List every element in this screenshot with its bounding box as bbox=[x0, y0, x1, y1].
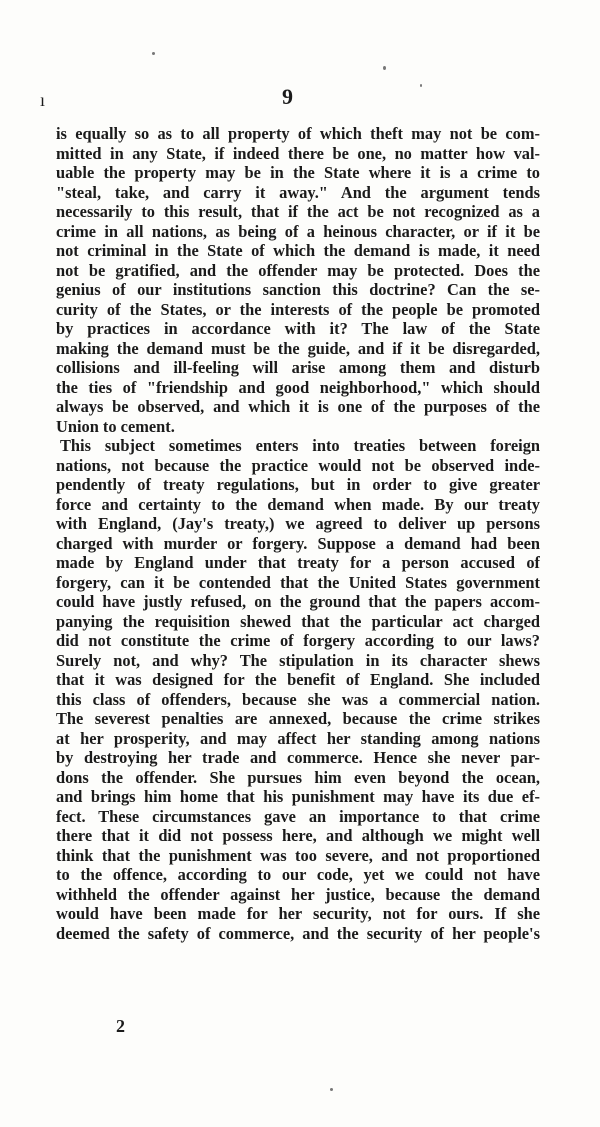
signature-mark: 2 bbox=[116, 1016, 125, 1036]
text-line: fect. These circumstances gave an importance to that crime bbox=[56, 806, 540, 826]
text-line: think that the punishment was too severe, and not proportioned bbox=[56, 845, 540, 865]
text-line: forgery, can it be contended that the United States government bbox=[56, 572, 540, 592]
text-line: making the demand must be the guide, and if it be disregarded, bbox=[56, 338, 540, 358]
text-line: uable the property may be in the State where it is a crime to bbox=[56, 163, 540, 182]
text-line: genius of our institutions sanction this doctrine? Can the se- bbox=[56, 280, 540, 299]
text-line: mitted in any State, if indeed there be one, no matter how val- bbox=[56, 143, 540, 163]
text-line: panying the requisition shewed that the particular act charged bbox=[56, 611, 540, 631]
text-line: could have justly refused, on the ground that the papers accom- bbox=[56, 592, 540, 611]
text-line: not be gratified, and the offender may be protected. Does the bbox=[56, 260, 540, 280]
text-line: collisions and ill-feeling will arise among them and disturb bbox=[56, 358, 540, 377]
text-line: made by England under that treaty for a person accused of bbox=[56, 553, 540, 572]
text-line: curity of the States, or the interests of the people be promoted bbox=[56, 299, 540, 319]
text-line: necessarily to this result, that if the act be not recognized as a bbox=[56, 202, 540, 221]
text-line: nations, not because the practice would not be observed inde- bbox=[56, 455, 540, 475]
text-line: not criminal in the State of which the demand is made, it need bbox=[56, 241, 540, 260]
scan-speck bbox=[152, 52, 155, 55]
text-line: to the offence, according to our code, yet we could not have bbox=[56, 865, 540, 884]
scan-speck bbox=[330, 1088, 333, 1091]
text-line: crime in all nations, as being of a heinous character, or if it be bbox=[56, 221, 540, 241]
page-number: 9 bbox=[282, 84, 294, 109]
body-text bbox=[56, 124, 540, 943]
text-line: withheld the offender against her justice, because the demand bbox=[56, 884, 540, 904]
paragraph-start-line: This subject sometimes enters into treaties between foreign bbox=[60, 436, 540, 455]
text-line: and brings him home that his punishment may have its due ef- bbox=[56, 787, 540, 806]
text-line: by destroying her trade and commerce. Hence she never par- bbox=[56, 748, 540, 767]
text-line: at her prosperity, and may affect her standing among nations bbox=[56, 728, 540, 748]
text-line: force and certainty to the demand when made. By our treaty bbox=[56, 494, 540, 514]
margin-mark: ı bbox=[40, 90, 46, 110]
text-line: did not constitute the crime of forgery according to our laws? bbox=[56, 631, 540, 650]
text-line: that it was designed for the benefit of England. She included bbox=[56, 670, 540, 689]
text-line: pendently of treaty regulations, but in order to give greater bbox=[56, 475, 540, 494]
text-line: The severest penalties are annexed, because the crime strikes bbox=[56, 709, 540, 728]
text-line: deemed the safety of commerce, and the security of her people's bbox=[56, 923, 540, 943]
text-line: would have been made for her security, not for ours. If she bbox=[56, 904, 540, 923]
scan-speck bbox=[420, 84, 422, 87]
text-line: dons the offender. She pursues him even beyond the ocean, bbox=[56, 767, 540, 787]
text-line: the ties of "friendship and good neighborhood," which should bbox=[56, 377, 540, 397]
text-line: "steal, take, and carry it away." And the argument tends bbox=[56, 182, 540, 202]
text-line: always be observed, and which it is one of the purposes of the bbox=[56, 397, 540, 416]
text-line: with England, (Jay's treaty,) we agreed to deliver up persons bbox=[56, 514, 540, 533]
text-line: by practices in accordance with it? The law of the State bbox=[56, 319, 540, 338]
text-line: Surely not, and why? The stipulation in its character shews bbox=[56, 650, 540, 670]
text-line: there that it did not possess here, and although we might well bbox=[56, 826, 540, 845]
paragraph-end-line: Union to cement. bbox=[56, 416, 175, 436]
scan-speck bbox=[383, 66, 386, 70]
text-line: charged with murder or forgery. Suppose a demand had been bbox=[56, 533, 540, 553]
text-line: is equally so as to all property of which theft may not be com- bbox=[56, 124, 540, 143]
text-line: this class of offenders, because she was a commercial nation. bbox=[56, 689, 540, 709]
